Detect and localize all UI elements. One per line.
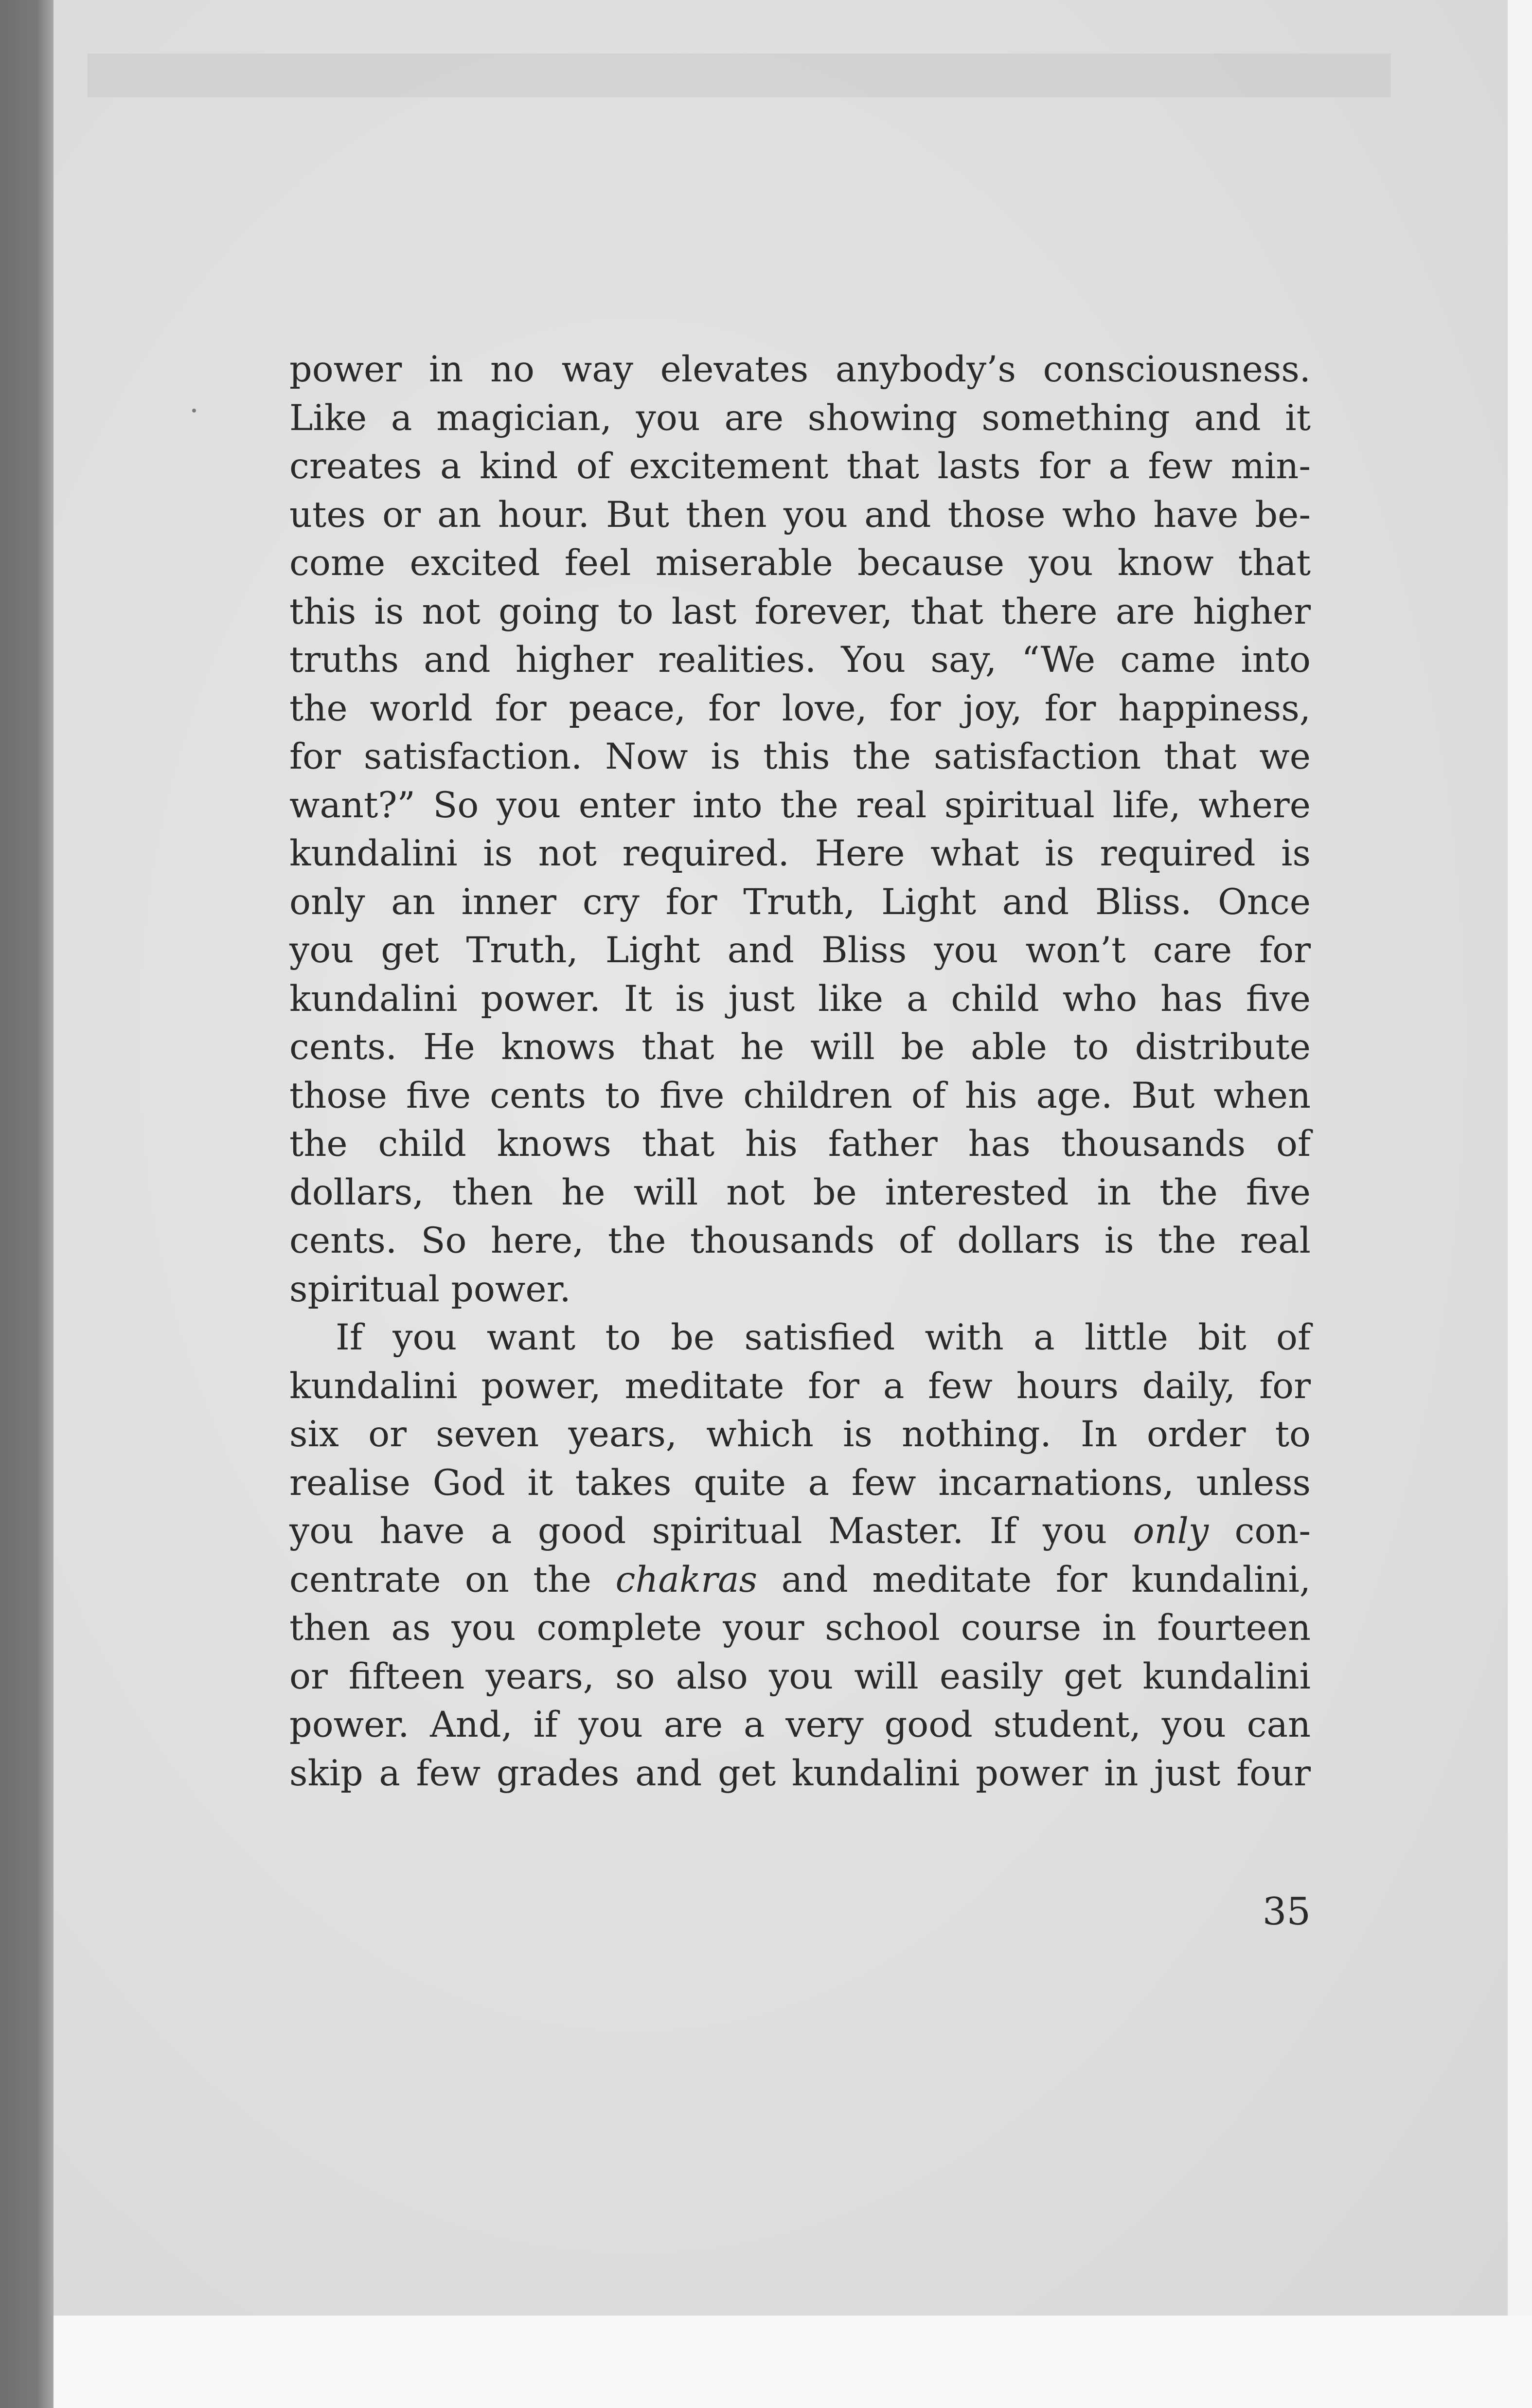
italic-word: only bbox=[1133, 1510, 1209, 1552]
text-line: dollars, then he will not be interested in the five bbox=[289, 1171, 1311, 1213]
text-line: creates a kind of excitement that lasts for a few min- bbox=[289, 446, 1311, 487]
text-line: kundalini power. It is just like a child who has five bbox=[289, 978, 1311, 1020]
text-line: or fifteen years, so also you will easily get kundalini bbox=[289, 1655, 1311, 1697]
text-line: kundalini is not required. Here what is required is bbox=[289, 833, 1311, 874]
text-line: power. And, if you are a very good student, you can bbox=[289, 1704, 1311, 1745]
paragraph-start-line: If you want to be satisfied with a little bit of bbox=[336, 1317, 1311, 1358]
scanner-bed-bottom bbox=[53, 2316, 1532, 2408]
paragraph-end-line: spiritual power. bbox=[289, 1268, 571, 1310]
text-line: cents. So here, the thousands of dollars is the real bbox=[289, 1220, 1311, 1261]
text-run: and meditate for kundalini, bbox=[757, 1559, 1311, 1600]
text-line: skip a few grades and get kundalini power in just four bbox=[289, 1752, 1311, 1794]
text-line: only an inner cry for Truth, Light and Bliss. Once bbox=[289, 881, 1311, 923]
text-line: for satisfaction. Now is this the satisfaction that we bbox=[289, 736, 1311, 777]
text-line: you get Truth, Light and Bliss you won’t care for bbox=[289, 930, 1311, 971]
scanner-edge bbox=[0, 0, 53, 2408]
text-line: six or seven years, which is nothing. In order to bbox=[289, 1414, 1311, 1455]
italic-word: chakras bbox=[615, 1559, 758, 1600]
text-line: those five cents to five children of his age. But when bbox=[289, 1075, 1311, 1116]
text-line: the child knows that his father has thousands of bbox=[289, 1123, 1311, 1165]
text-line: the world for peace, for love, for joy, for happiness, bbox=[289, 687, 1311, 729]
text-run: you have a good spiritual Master. If you bbox=[289, 1510, 1133, 1552]
text-line: utes or an hour. But then you and those who have be- bbox=[289, 494, 1311, 536]
text-line: realise God it takes quite a few incarnations, unless bbox=[289, 1462, 1311, 1504]
show-through-band bbox=[88, 54, 1391, 97]
text-line-with-italic bbox=[289, 1507, 1311, 1556]
text-line: then as you complete your school course in fourteen bbox=[289, 1607, 1311, 1649]
text-line: want?” So you enter into the real spiritual life, where bbox=[289, 784, 1311, 826]
body-text bbox=[289, 345, 1311, 1797]
page-number: 35 bbox=[1262, 1890, 1311, 1934]
text-line: come excited feel miserable because you know that bbox=[289, 542, 1311, 584]
text-run: centrate on the bbox=[289, 1559, 616, 1600]
text-line: Like a magician, you are showing something and it bbox=[289, 397, 1311, 439]
text-line: truths and higher realities. You say, “We came into bbox=[289, 639, 1311, 681]
scanner-bed-right bbox=[1508, 0, 1532, 2408]
text-line: cents. He knows that he will be able to distribute bbox=[289, 1026, 1311, 1068]
text-line-with-italic bbox=[289, 1556, 1311, 1604]
dust-speck bbox=[192, 409, 196, 413]
text-line: power in no way elevates anybody’s consciousness. bbox=[289, 349, 1311, 390]
text-line: kundalini power, meditate for a few hours daily, for bbox=[289, 1365, 1311, 1407]
text-line: this is not going to last forever, that there are higher bbox=[289, 591, 1311, 632]
text-run: con- bbox=[1209, 1510, 1311, 1552]
